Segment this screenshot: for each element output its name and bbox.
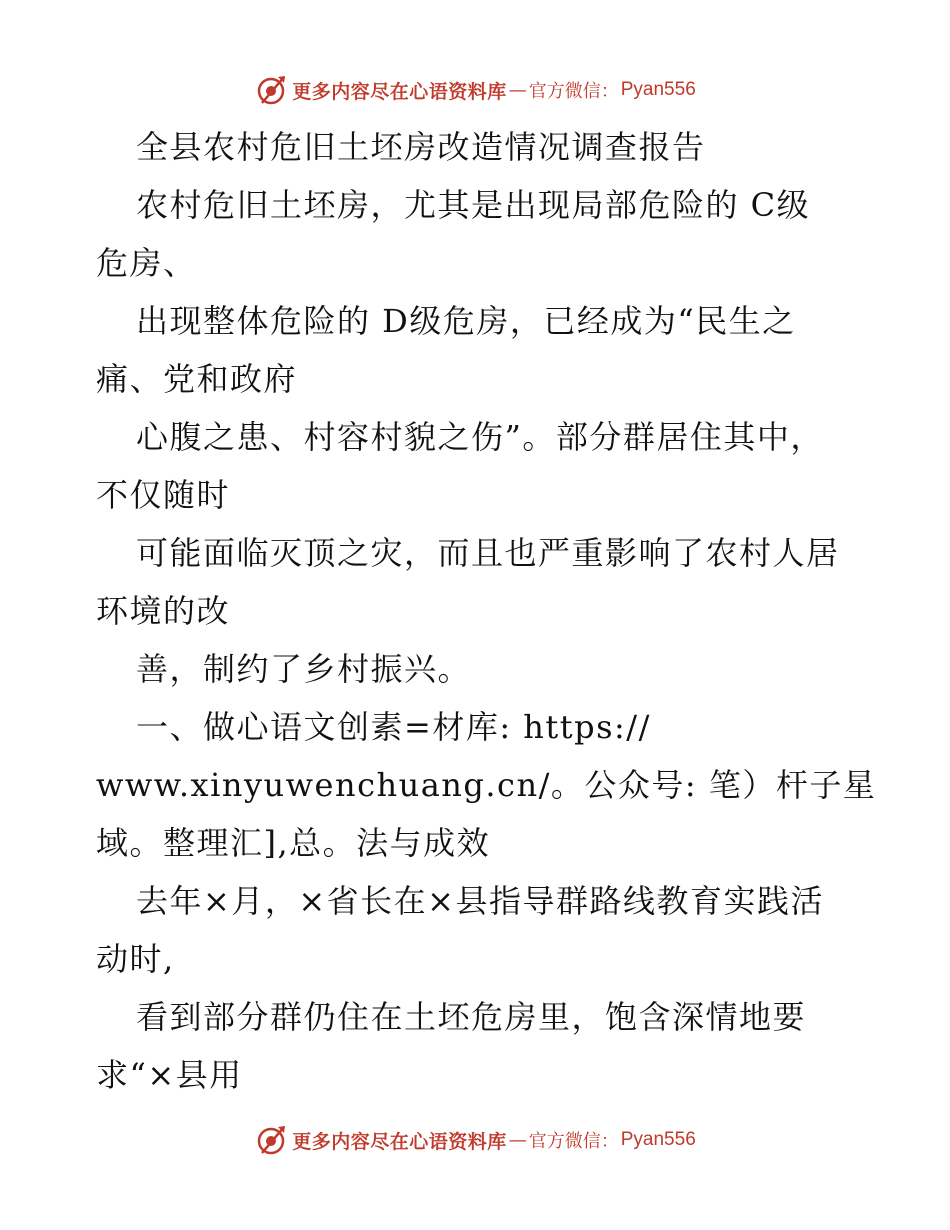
document-line: 全县农村危旧土坯房改造情况调查报告 <box>136 128 706 166</box>
document-line: 可能面临灭顶之灾，而且也严重影响了农村人居 <box>136 534 840 572</box>
banner-wechat-label: 官方微信： <box>528 1131 619 1152</box>
banner-separator: — <box>508 79 527 101</box>
document-line: 求“×县用 <box>96 1056 243 1094</box>
document-line: 看到部分群仍住在土坯危房里，饱含深情地要 <box>136 998 807 1036</box>
document-line: 痛、党和政府 <box>96 360 298 398</box>
document-line: 农村危旧土坯房，尤其是出现局部危险的 C级 <box>136 186 811 224</box>
banner-wechat-id: Pyan556 <box>620 1129 696 1150</box>
footer-watermark-banner <box>0 1120 950 1160</box>
document-line: 心腹之患、村容村貌之伤”。部分群居住其中， <box>136 418 824 456</box>
document-line: 不仅随时 <box>96 476 231 514</box>
document-line: 出现整体危险的 D级危房，已经成为“民生之 <box>136 302 796 340</box>
document-line: 一、做心语文创素=材库: https:// <box>136 708 651 746</box>
document-body <box>96 118 877 1104</box>
document-line: www.xinyuwenchuang.cn/。公众号: 笔）杆子星 <box>96 766 877 804</box>
banner-slogan: 更多内容尽在心语资料库 <box>292 1130 507 1153</box>
banner-separator: — <box>508 1129 527 1151</box>
document-line: 去年×月，×省长在×县指导群路线教育实践活 <box>136 882 824 920</box>
header-watermark-banner <box>0 70 950 110</box>
document-line: 动时, <box>96 940 175 978</box>
document-line: 环境的改 <box>96 592 231 630</box>
document-line: 危房、 <box>96 244 197 282</box>
quill-logo-icon <box>254 73 288 107</box>
document-line: 善，制约了乡村振兴。 <box>136 650 472 688</box>
quill-logo-icon <box>254 1123 288 1157</box>
banner-wechat-id: Pyan556 <box>620 79 696 100</box>
banner-wechat-label: 官方微信： <box>528 81 619 102</box>
document-line: 域。整理汇],总。法与成效 <box>96 824 491 862</box>
banner-slogan: 更多内容尽在心语资料库 <box>292 80 507 103</box>
